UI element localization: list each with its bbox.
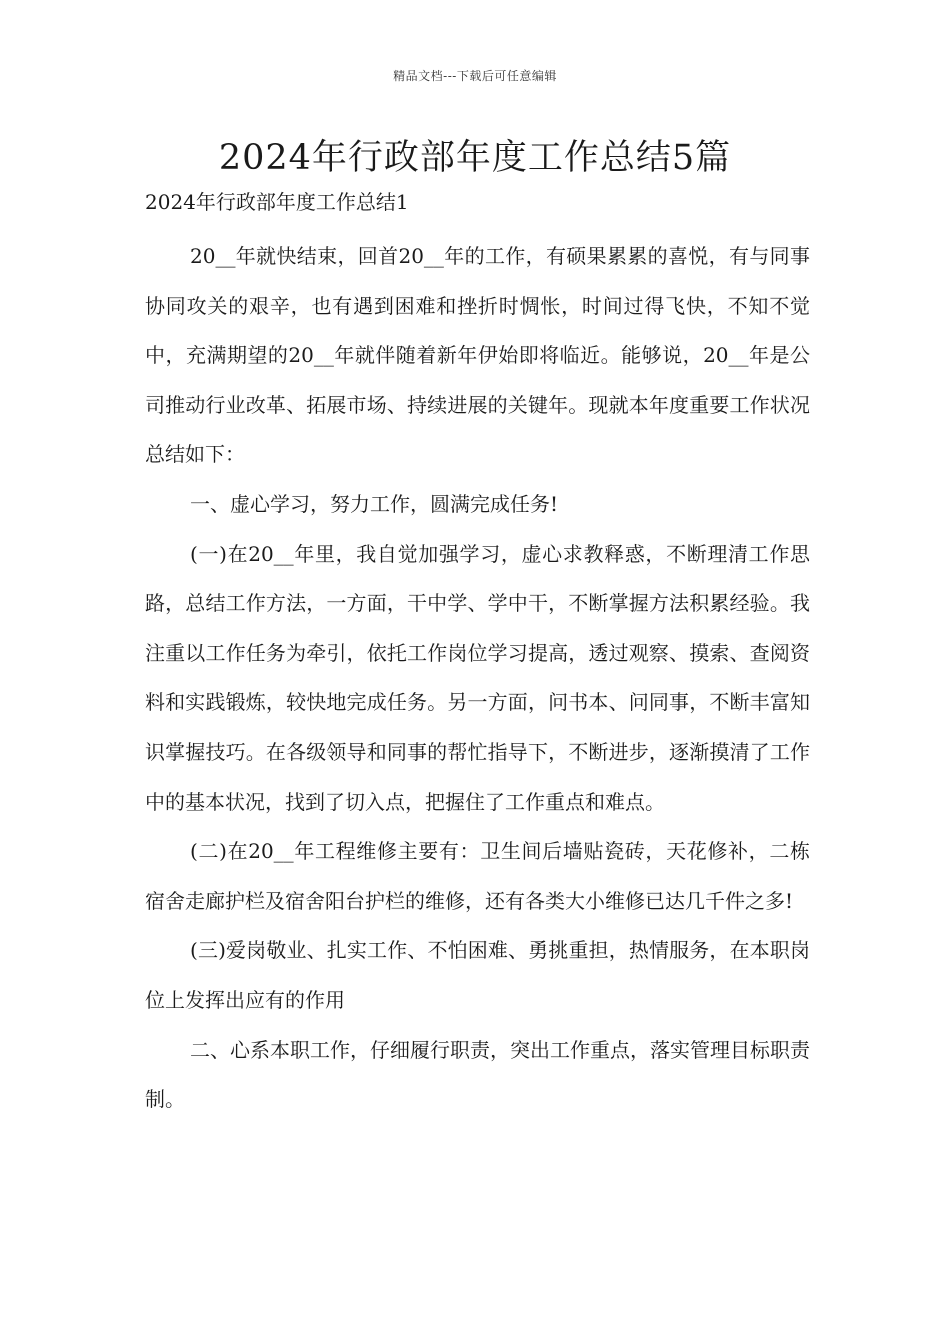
paragraph-intro: 20__年就快结束，回首20__年的工作，有硕果累累的喜悦，有与同事协同攻关的艰辛，也有遇到困难和挫折时惆怅，时间过得飞快，不知不觉中，充满期望的20__年就伴随着新年伊始即将临近。能够说，20__年是公司推动行业改革、拓展市场、持续进展的关键年。现就本年度重要工作状况总结如下：	[145, 244, 810, 467]
paragraph-part-one-heading: 一、虚心学习，努力工作，圆满完成任务!	[190, 491, 559, 516]
body-text	[145, 232, 810, 1125]
document-title: 2024年行政部年度工作总结5篇	[218, 138, 732, 178]
header-note: 精品文档---下载后可任意编辑	[393, 69, 557, 83]
paragraph-item-three: (三)爱岗敬业、扎实工作、不怕困难、勇挑重担，热情服务，在本职岗位上发挥出应有的作用	[145, 938, 810, 1012]
paragraph-part-two-heading: 二、心系本职工作，仔细履行职责，突出工作重点，落实管理目标职责制。	[145, 1037, 810, 1112]
section-heading: 2024年行政部年度工作总结1	[145, 190, 409, 214]
paragraph-item-two: (二)在20__年工程维修主要有：卫生间后墙贴瓷砖，天花修补，二栋宿舍走廊护栏及宿舍阳台护栏的维修，还有各类大小维修已达几千件之多!	[145, 839, 810, 913]
paragraph-item-one: (一)在20__年里，我自觉加强学习，虚心求教释惑，不断理清工作思路，总结工作方法，一方面，干中学、学中干，不断掌握方法积累经验。我注重以工作任务为牵引，依托工作岗位学习提高，透过观察、摸索、查阅资料和实践锻炼，较快地完成任务。另一方面，问书本、问同事，不断丰富知识掌握技巧。在各级领导和同事的帮忙指导下，不断进步，逐渐摸清了工作中的基本状况，找到了切入点，把握住了工作重点和难点。	[145, 541, 810, 814]
